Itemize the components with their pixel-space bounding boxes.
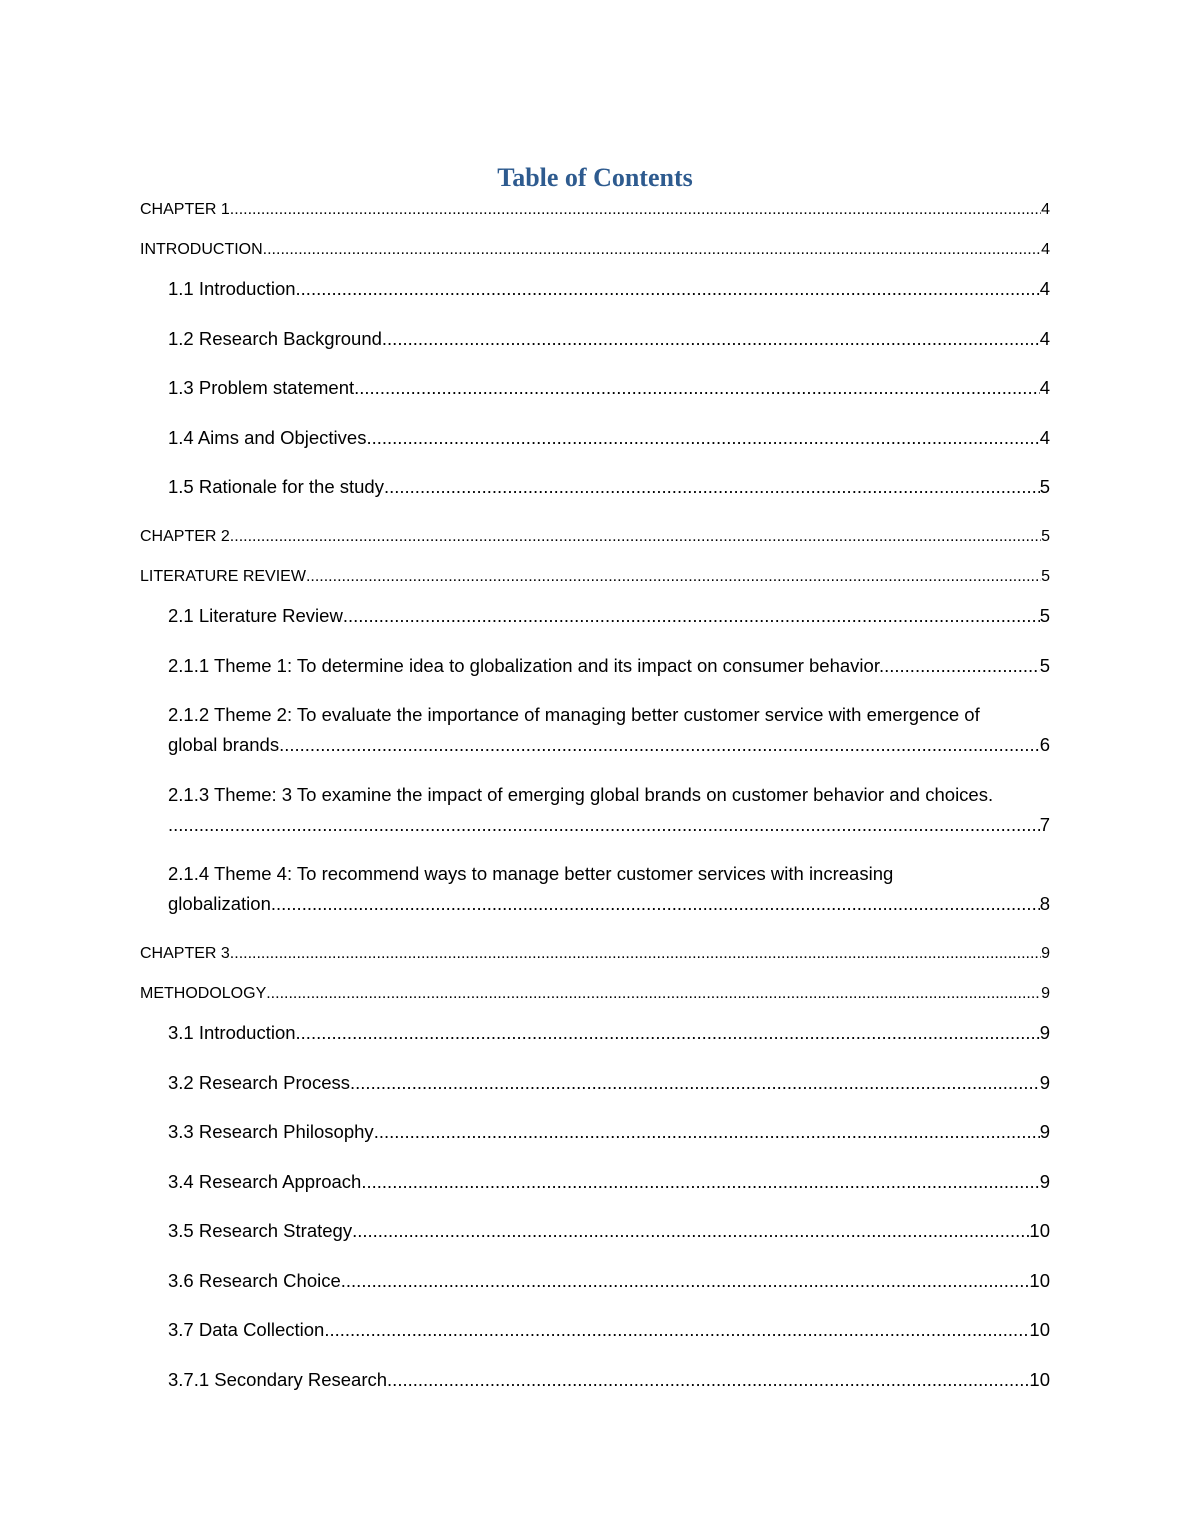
dot-leader — [343, 603, 1040, 629]
toc-entry-chapter-2[interactable] — [140, 526, 1050, 548]
dot-leader — [306, 566, 1041, 588]
toc-entry-3-7-1[interactable] — [168, 1367, 1050, 1393]
dot-leader — [366, 425, 1039, 451]
toc-entry-label: 1.5 Rationale for the study — [168, 476, 384, 497]
toc-entry-1-4[interactable] — [168, 425, 1050, 451]
toc-entry-label: 1.4 Aims and Objectives — [168, 427, 367, 448]
toc-entry-1-5[interactable] — [168, 474, 1050, 500]
dot-leader — [354, 375, 1040, 401]
toc-page-number: 5 — [1041, 528, 1050, 545]
dot-leader — [387, 1367, 1029, 1393]
toc-entry-label: METHODOLOGY — [140, 985, 267, 1002]
toc-page-number: 5 — [1041, 568, 1050, 585]
toc-entry-label: CHAPTER 1 — [140, 201, 230, 218]
dot-leader — [230, 526, 1041, 548]
toc-entry-3-2[interactable] — [168, 1070, 1050, 1096]
toc-entry-label: 1.1 Introduction — [168, 278, 296, 299]
toc-page-number: 5 — [1039, 655, 1050, 676]
toc-entry-label: 2.1.1 Theme 1: To determine idea to globalization and its impact on consumer behavior. — [168, 655, 885, 676]
toc-entry-label: 2.1 Literature Review — [168, 605, 343, 626]
toc-title: Table of Contents — [497, 163, 693, 192]
dot-leader — [384, 474, 1040, 500]
dot-leader — [350, 1070, 1040, 1096]
toc-entry-label: 3.5 Research Strategy — [168, 1220, 353, 1241]
toc-entry-3-5[interactable] — [168, 1218, 1050, 1244]
dot-leader — [168, 812, 1040, 838]
dot-leader — [352, 1218, 1029, 1244]
toc-page-number: 5 — [1039, 605, 1050, 626]
toc-entry-2-1-4-line1[interactable]: 2.1.4 Theme 4: To recommend ways to manage better customer services with increasing — [168, 863, 894, 884]
toc-entry-2-1-4[interactable] — [168, 891, 1050, 917]
toc-entry-chapter-3[interactable] — [140, 943, 1050, 965]
dot-leader — [341, 1268, 1030, 1294]
toc-entry-2-1-2[interactable] — [168, 732, 1050, 758]
dot-leader — [276, 891, 1040, 917]
toc-page-number: 4 — [1041, 201, 1050, 218]
toc-page-number: 4 — [1039, 328, 1050, 349]
toc-entry-label: 3.2 Research Process — [168, 1072, 351, 1093]
toc-page-number: 9 — [1039, 1072, 1050, 1093]
toc-entry-label: 3.7.1 Secondary Research — [168, 1369, 388, 1390]
toc-entry-3-1[interactable] — [168, 1020, 1050, 1046]
toc-entry-label: CHAPTER 3 — [140, 945, 230, 962]
dot-leader — [230, 943, 1041, 965]
toc-entry-label: INTRODUCTION — [140, 241, 263, 258]
dot-leader — [296, 276, 1040, 302]
dot-leader — [324, 1317, 1029, 1343]
toc-page-number: 4 — [1039, 377, 1050, 398]
toc-entry-2-1-3-line1[interactable]: 2.1.3 Theme: 3 To examine the impact of emerging global brands on customer behavior and choices. — [168, 784, 994, 805]
dot-leader — [263, 239, 1041, 261]
toc-page-number: 9 — [1039, 1022, 1050, 1043]
toc-entry-1-2[interactable] — [168, 326, 1050, 352]
toc-page-number: 10 — [1029, 1220, 1050, 1241]
toc-entry-2-1-2-line1[interactable]: 2.1.2 Theme 2: To evaluate the importance of managing better customer service with emergence of — [168, 704, 980, 725]
toc-entry-label: 1.3 Problem statement — [168, 377, 355, 398]
dot-leader — [884, 653, 1040, 679]
toc-entry-2-1-1[interactable] — [168, 653, 1050, 679]
toc-page-number: 8 — [1039, 893, 1050, 914]
toc-entry-introduction[interactable] — [140, 239, 1050, 261]
toc-entry-1-1[interactable] — [168, 276, 1050, 302]
toc-page-number: 10 — [1029, 1369, 1050, 1390]
toc-page-number: 10 — [1029, 1319, 1050, 1340]
toc-entry-label: CHAPTER 2 — [140, 528, 230, 545]
toc-entry-1-3[interactable] — [168, 375, 1050, 401]
toc-entry-label: 3.4 Research Approach — [168, 1171, 362, 1192]
toc-entry-3-4[interactable] — [168, 1169, 1050, 1195]
toc-page-number: 9 — [1041, 945, 1050, 962]
toc-entry-chapter-1[interactable] — [140, 199, 1050, 221]
dot-leader — [230, 199, 1041, 221]
toc-entry-label: 3.1 Introduction — [168, 1022, 296, 1043]
toc-entry-3-7[interactable] — [168, 1317, 1050, 1343]
dot-leader — [374, 1119, 1040, 1145]
toc-entry-label: 3.3 Research Philosophy — [168, 1121, 374, 1142]
toc-entry-3-6[interactable] — [168, 1268, 1050, 1294]
toc-entry-label: globalization. — [168, 893, 276, 914]
toc-entry-label: global brands — [168, 734, 280, 755]
toc-entry-2-1-3[interactable] — [168, 812, 1050, 838]
dot-leader — [361, 1169, 1039, 1195]
toc-entry-label: LITERATURE REVIEW — [140, 568, 306, 585]
toc-entry-methodology[interactable] — [140, 983, 1050, 1005]
toc-page-number: 9 — [1041, 985, 1050, 1002]
toc-entry-2-1[interactable] — [168, 603, 1050, 629]
toc-entry-3-3[interactable] — [168, 1119, 1050, 1145]
toc-page-number: 10 — [1029, 1270, 1050, 1291]
toc-entry-label: 3.6 Research Choice — [168, 1270, 341, 1291]
toc-entry-label: 3.7 Data Collection — [168, 1319, 325, 1340]
toc-entry-label: 1.2 Research Background — [168, 328, 382, 349]
dot-leader — [296, 1020, 1040, 1046]
toc-page-number: 4 — [1041, 241, 1050, 258]
dot-leader — [382, 326, 1040, 352]
dot-leader — [279, 732, 1040, 758]
toc-page-number: 4 — [1039, 278, 1050, 299]
toc-page-number: 9 — [1039, 1171, 1050, 1192]
toc-page-number: 6 — [1039, 734, 1050, 755]
toc-page-number: 9 — [1039, 1121, 1050, 1142]
toc-page-number: 5 — [1039, 476, 1050, 497]
toc-page-number: 4 — [1039, 427, 1050, 448]
dot-leader — [266, 983, 1041, 1005]
toc-page-number: 7 — [1039, 814, 1050, 835]
toc-entry-literature-review[interactable] — [140, 566, 1050, 588]
